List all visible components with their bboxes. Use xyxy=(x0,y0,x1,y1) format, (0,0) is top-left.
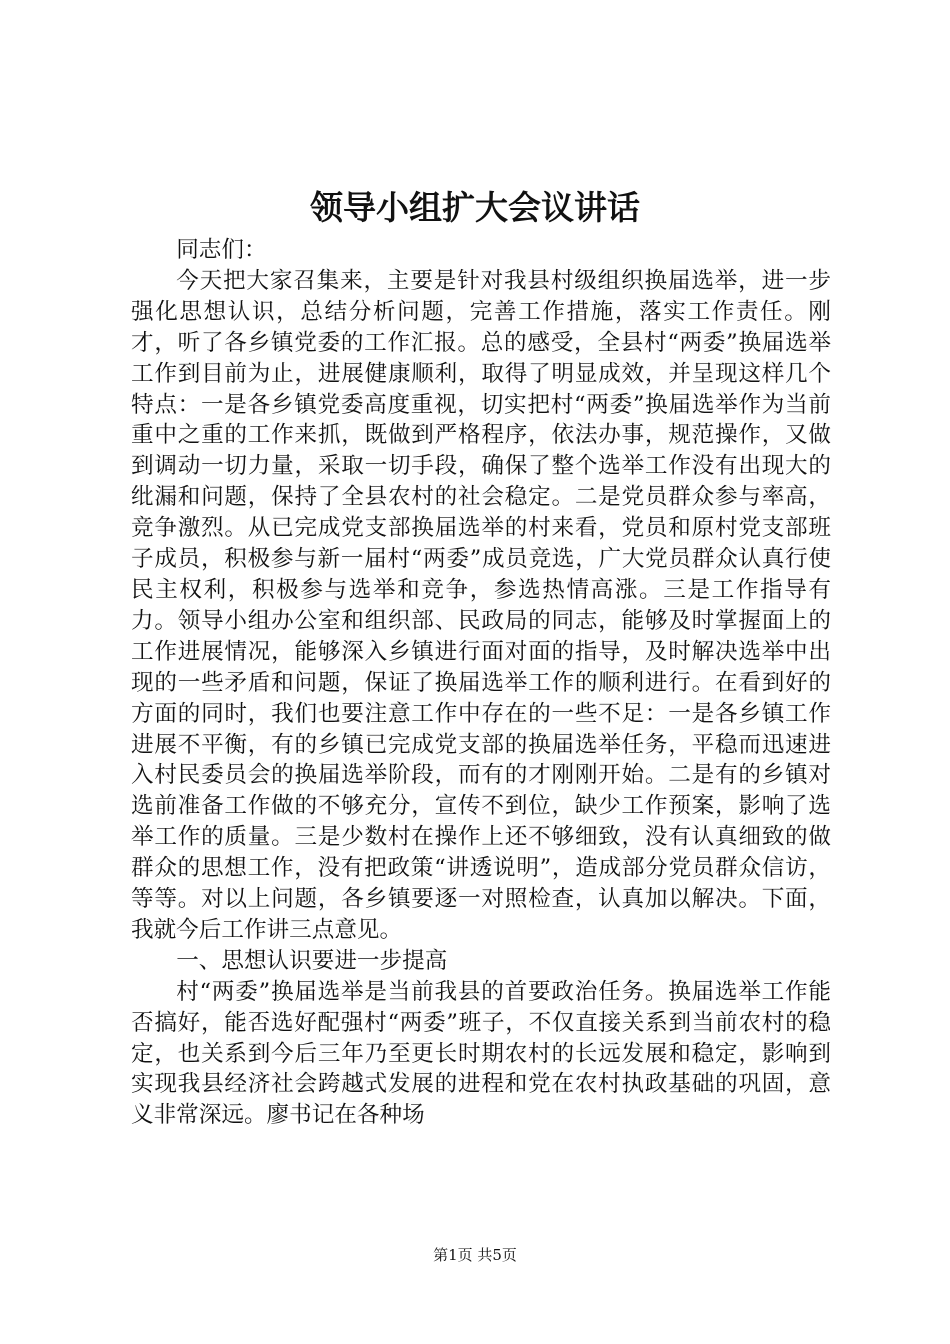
document-body xyxy=(131,235,831,1131)
document-title: 领导小组扩大会议讲话 xyxy=(310,188,640,227)
salutation: 同志们： xyxy=(176,237,267,263)
paragraph: 村“两委”换届选举是当前我县的首要政治任务。换届选举工作能否搞好，能否选好配强村“两委”班子，不仅直接关系到当前农村的稳定，也关系到今后三年乃至更长时期农村的长远发展和稳定，影响到实现我县经济社会跨越式发展的进程和党在农村执政基础的巩固，意义非常深远。廖书记在各种场 xyxy=(131,978,831,1129)
paragraph: 今天把大家召集来，主要是针对我县村级组织换届选举，进一步强化思想认识，总结分析问题，完善工作措施，落实工作责任。刚才，听了各乡镇党委的工作汇报。总的感受，全县村“两委”换届选举工作到目前为止，进展健康顺利，取得了明显成效，并呈现这样几个特点：一是各乡镇党委高度重视，切实把村“两委”换届选举作为当前重中之重的工作来抓，既做到严格程序，依法办事，规范操作，又做到调动一切力量，采取一切手段，确保了整个选举工作没有出现大的纰漏和问题，保持了全县农村的社会稳定。二是党员群众参与率高，竞争激烈。从已完成党支部换届选举的村来看，党员和原村党支部班子成员，积极参与新一届村“两委”成员竞选，广大党员群众认真行使民主权利，积极参与选举和竞争，参选热情高涨。三是工作指导有力。领导小组办公室和组织部、民政局的同志，能够及时掌握面上的工作进展情况，能够深入乡镇进行面对面的指导，及时解决选举中出现的一些矛盾和问题，保证了换届选举工作的顺利进行。在看到好的方面的同时，我们也要注意工作中存在的一些不足：一是各乡镇工作进展不平衡，有的乡镇已完成党支部的换届选举任务，平稳而迅速进入村民委员会的换届选举阶段，而有的才刚刚开始。二是有的乡镇对选前准备工作做的不够充分，宣传不到位，缺少工作预案，影响了选举工作的质量。三是少数村在操作上还不够细致，没有认真细致的做群众的思想工作，没有把政策“讲透说明”，造成部分党员群众信访，等等。对以上问题，各乡镇要逐一对照检查，认真加以解决。下面，我就今后工作讲三点意见。 xyxy=(131,267,831,943)
page-footer: 第1页 共5页 xyxy=(433,1246,517,1264)
section-heading: 一、思想认识要进一步提高 xyxy=(176,947,448,974)
